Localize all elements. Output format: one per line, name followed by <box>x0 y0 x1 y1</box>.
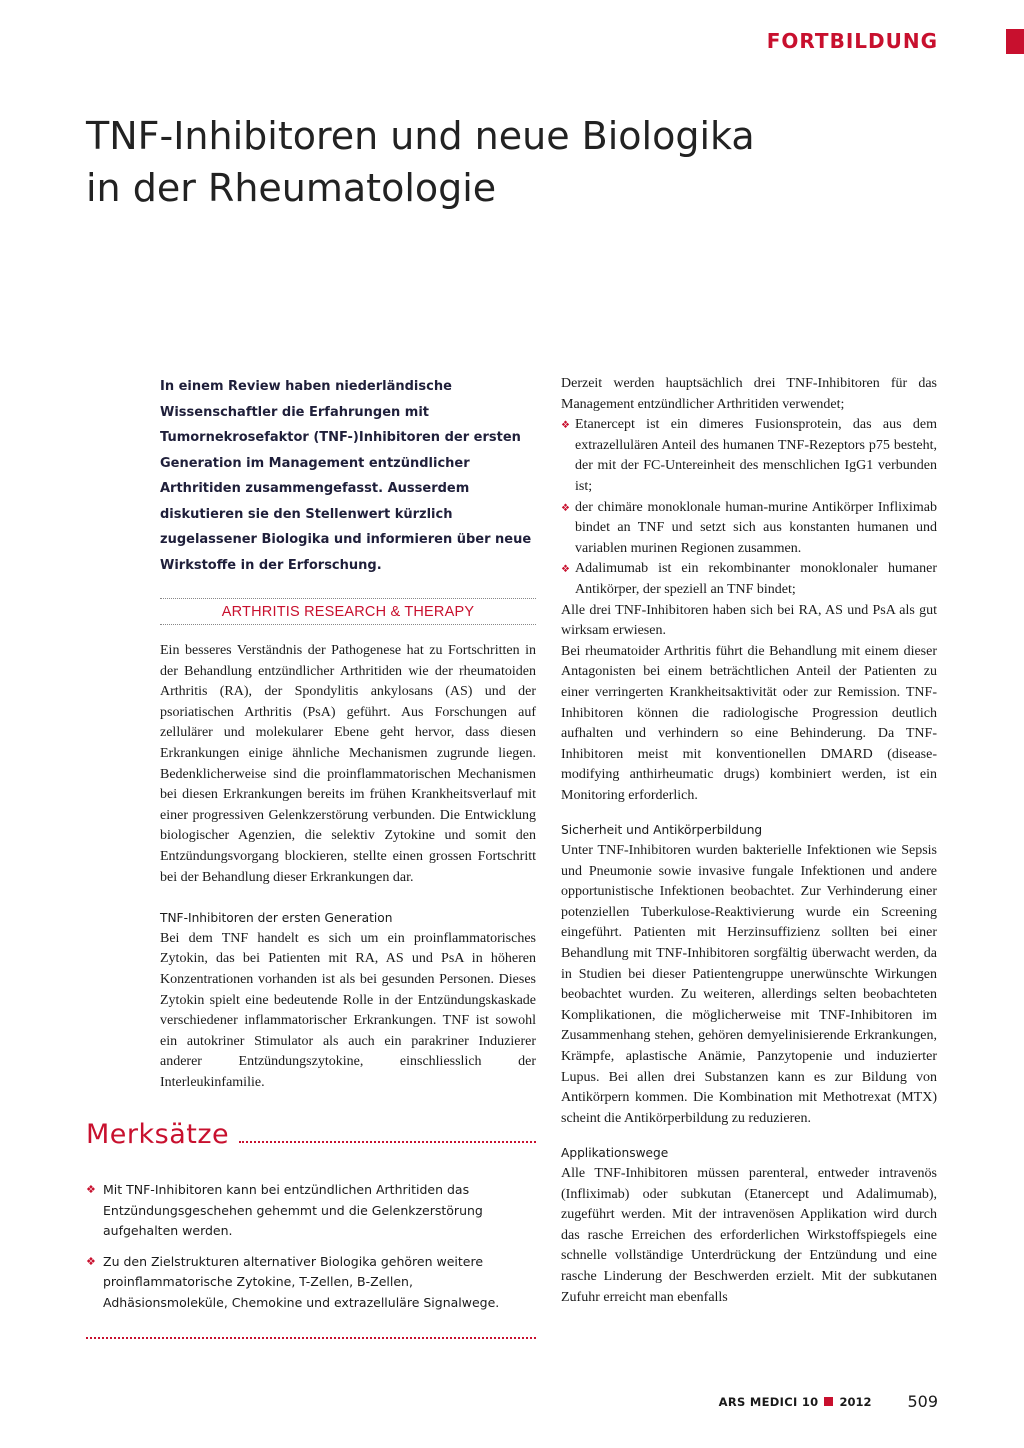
key-points-title: Merksätze <box>86 1119 230 1150</box>
diamond-bullet-icon: ❖ <box>561 564 570 576</box>
inhibitor-list <box>561 415 937 600</box>
right-column <box>561 374 937 1308</box>
title-line-2: in der Rheumatologie <box>86 166 497 210</box>
diamond-bullet-icon: ❖ <box>86 1183 96 1196</box>
key-points-header <box>86 1119 536 1150</box>
key-point-text: Mit TNF-Inhibitoren kann bei entzündlichen Arthritiden das Entzündungsgeschehen gehemmt und die Gelenkzerstörung aufgehalten werden. <box>103 1182 483 1238</box>
source-label: ARTHRITIS RESEARCH & THERAPY <box>221 604 475 620</box>
inhibitor-item <box>561 498 937 560</box>
first-generation-paragraph: Bei dem TNF handelt es sich um ein proinflammatorisches Zytokin, das bei Patienten mit RA, AS und PsA in höheren Konzentrationen vorhanden ist als bei gesunden Personen. Dieses Zytokin spielt eine bedeutende Rolle in der Entzündungskaskade verschiedener inflammatorischer Erkrankungen. TNF ist sowohl ein autokriner Stimulator als auch ein parakriner Induzierer anderer Entzündungszytokine, einschliesslich der Interleukinfamilie. <box>160 930 536 1090</box>
page-footer <box>719 1392 938 1411</box>
key-point-item <box>86 1252 536 1314</box>
efficacy-paragraph: Alle drei TNF-Inhibitoren haben sich bei RA, AS und PsA als gut wirksam erwiesen. <box>561 602 937 639</box>
article-title <box>86 110 966 214</box>
intro-paragraph: Ein besseres Verständnis der Pathogenese hat zu Fortschritten in der Behandlung entzündlicher Arthritiden wie der rheumatoiden Arthritis (RA), der Spondylitis ankylosans (AS) und der psoriatischen Arthritis (PsA) geführt. Aus Forschungen auf zellulärer und molekularer Ebene geht hervor, dass diesen Erkrankungen einige ähnliche Mechanismen zugrunde liegen. Bedenklicherweise sind die proinflammatorischen Mechanismen bei diesen Erkrankungen bereits im frühen Krankheitsverlauf mit einer progressiven Gelenkzerstörung verbunden. Die Entwicklung biologischer Agenzien, die selektiv Zytokine und somit den Entzündungsvorgang blockieren, stellte einen grossen Fortschritt bei der Behandlung dieser Erkrankungen dar. <box>160 643 536 885</box>
left-column <box>160 374 536 1093</box>
key-point-item <box>86 1180 536 1242</box>
diamond-bullet-icon: ❖ <box>561 420 570 432</box>
inhibitors-intro: Derzeit werden hauptsächlich drei TNF-Inhibitoren für das Management entzündlicher Arthritiden verwendet; <box>561 376 937 412</box>
section-label: FORTBILDUNG <box>766 29 938 53</box>
safety-paragraph: Unter TNF-Inhibitoren wurden bakterielle Infektionen wie Sepsis und Pneumonie sowie invasive fungale Infektionen und andere opportunistische Infektionen beobachtet. Zur Verhinderung einer potenziellen Tuberkulose-Reaktivierung wurde ein Screening eingeführt. Patienten mit Herzinsuffizienz sollten bei einer Behandlung mit TNF-Inhibitoren sorgfältig überwacht werden, da in Studien bei dieser Patientengruppe unerwünschte Wirkungen beobachtet wurden. Zu weiteren, allerdings selten beobachteten Komplikationen, die möglicherweise mit TNF-Inhibitoren im Zusammenhang stehen, gehören demyelinisierende Erkrankungen, Krämpfe, aplastische Anämie, Panzytopenie und induzierter Lupus. Bei allen drei Substanzen kann es zur Bildung von Antikörpern kommen. Die Kombination mit Methotrexat (MTX) scheint die Antikörperbildung zu reduzieren. <box>561 843 937 1126</box>
ra-treatment-paragraph: Bei rheumatoider Arthritis führt die Behandlung mit einem dieser Antagonisten bei einem beträchtlichen Anteil der Patienten zu einer verringerten Krankheitsaktivität oder zur Remission. TNF-Inhibitoren können die radiologische Progression deutlich aufhalten und verhindern so eine Behinderung. Da TNF-Inhibitoren meist mit konventionellen DMARD (disease-modifying anthirheumatic drugs) kombiniert werden, ist ein Monitoring erforderlich. <box>561 643 937 803</box>
key-points-list <box>86 1180 536 1313</box>
inhibitor-item <box>561 559 937 600</box>
diamond-bullet-icon: ❖ <box>86 1254 96 1268</box>
title-line-1: TNF-Inhibitoren und neue Biologika <box>86 114 755 158</box>
lead-paragraph: In einem Review haben niederländische Wissenschaftler die Erfahrungen mit Tumornekrosefaktor (TNF-)Inhibitoren der ersten Generation im Management entzündlicher Arthritiden zusammengefasst. Ausserdem diskutieren sie den Stellenwert kürzlich zugelassener Biologika und informieren über neue Wirkstoffe in der Erforschung. <box>160 379 532 573</box>
section-heading-first-generation: TNF-Inhibitoren der ersten Generation <box>160 911 393 926</box>
inhibitor-text: der chimäre monoklonale human-murine Antikörper Infliximab bindet an TNF und setzt sich aus konstanten humanen und variablen murinen Regionen zusammen. <box>575 499 937 556</box>
inhibitor-text: Etanercept ist ein dimeres Fusionsprotein, das aus dem extrazellulären Anteil des humanen TNF-Rezeptors p75 besteht, der mit der FC-Untereinheit des menschlichen IgG1 verbunden ist; <box>575 417 937 494</box>
key-points-bottom-rule <box>86 1337 536 1339</box>
administration-paragraph: Alle TNF-Inhibitoren müssen parenteral, entweder intravenös (Infliximab) oder subkutan (Etanercept und Adalimumab), zugeführt werden. Mit der intravenösen Applikation wird durch das rasche Erreichen des erforderlichen Wirkstoffspiegels eine schnelle vollständige Unterdrückung der Entzündung und eine rasche Linderung der Beschwerden erzielt. Mit der subkutanen Zufuhr erreicht man ebenfalls <box>561 1165 937 1305</box>
diamond-bullet-icon: ❖ <box>561 502 570 514</box>
page-number: 509 <box>907 1392 938 1411</box>
inhibitor-text: Adalimumab ist ein rekombinanter monoklonaler humaner Antikörper, der speziell an TNF bindet; <box>575 561 937 597</box>
section-marker-block <box>1006 29 1024 54</box>
red-square-icon <box>824 1397 833 1406</box>
issue-year: 2012 <box>839 1394 872 1409</box>
inhibitor-item <box>561 415 937 497</box>
key-point-text: Zu den Zielstrukturen alternativer Biologika gehören weitere proinflammatorische Zytokine, T-Zellen, B-Zellen, Adhäsionsmoleküle, Chemokine und extrazelluläre Signalwege. <box>103 1253 500 1310</box>
section-heading-safety: Sicherheit und Antikörperbildung <box>561 823 763 838</box>
section-heading-administration: Applikationswege <box>561 1146 669 1161</box>
journal-name: ARS MEDICI 10 <box>718 1394 819 1409</box>
key-points-box <box>86 1119 536 1323</box>
key-points-title-rule <box>239 1141 536 1143</box>
